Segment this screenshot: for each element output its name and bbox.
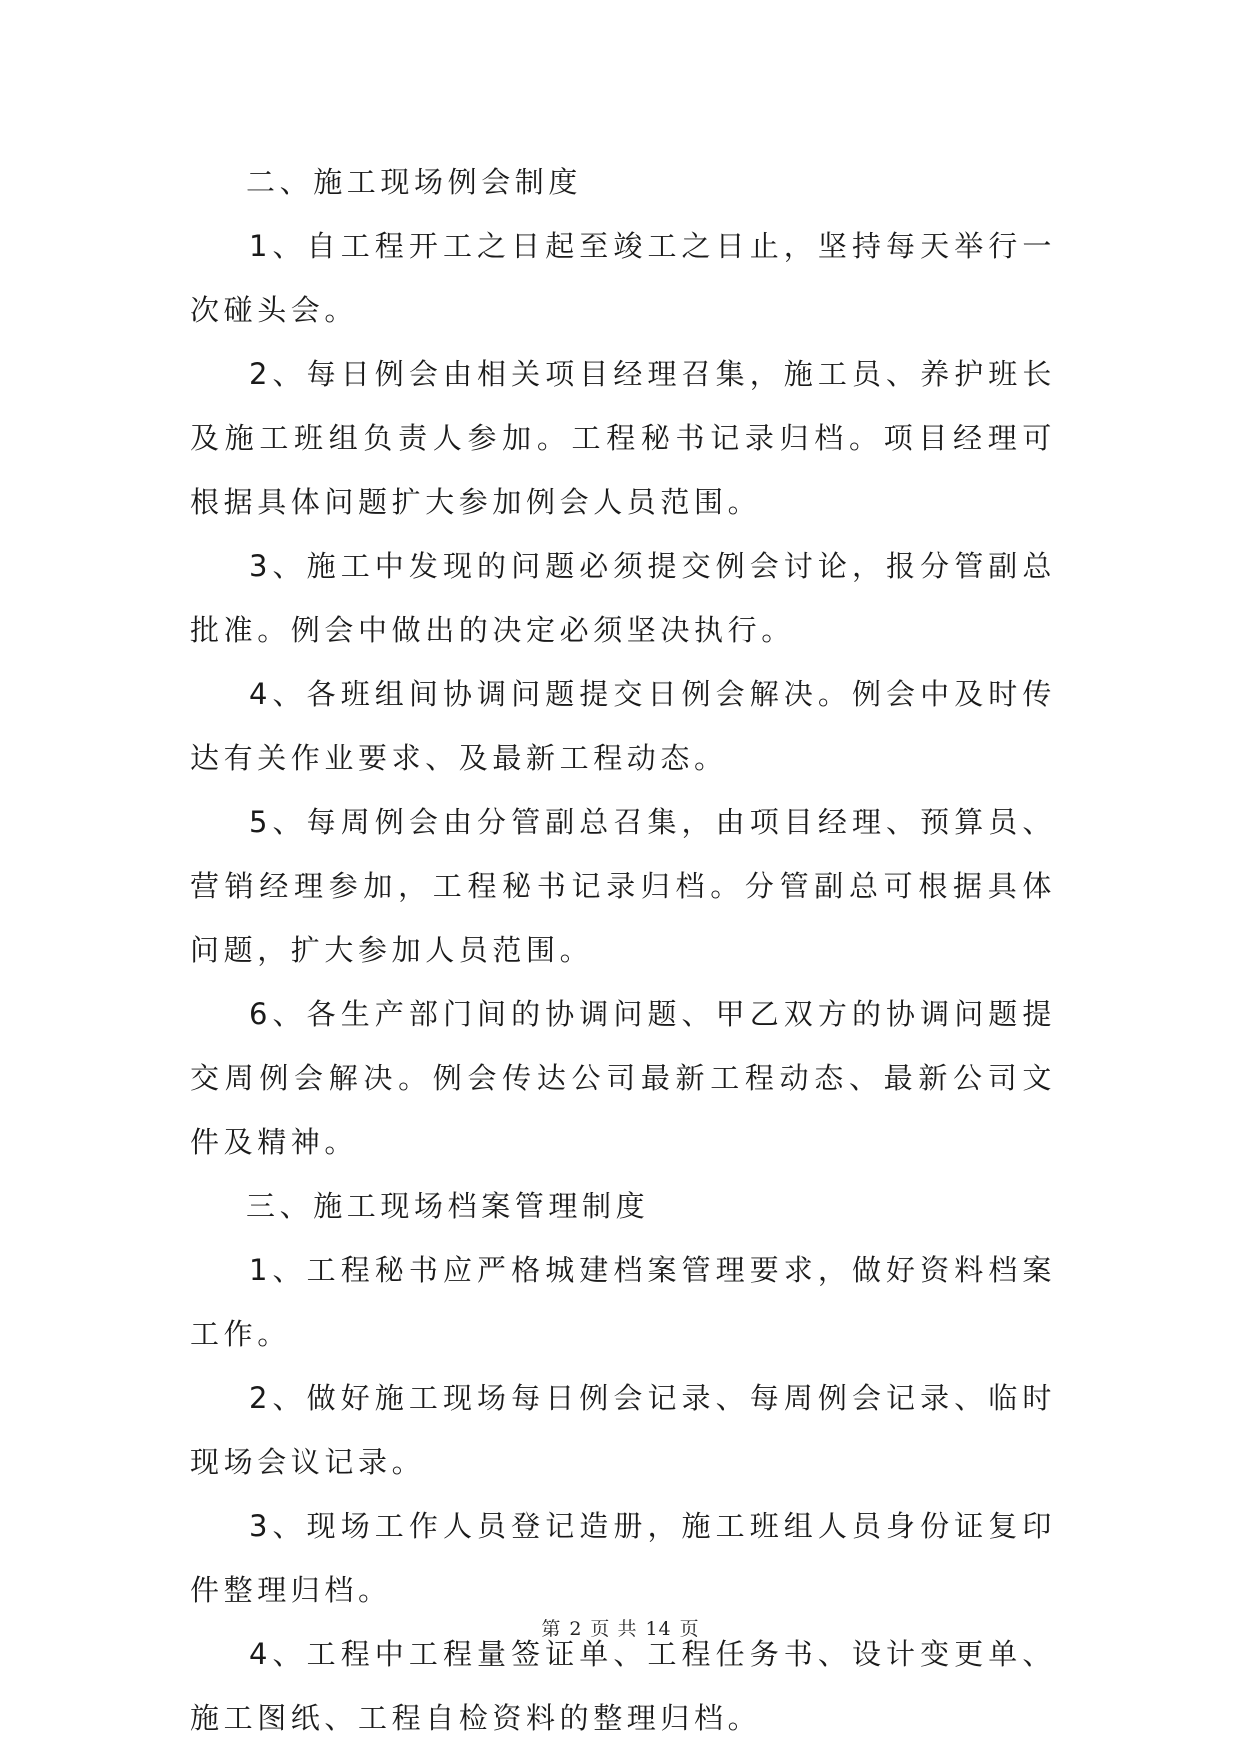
section-heading: 三、施工现场档案管理制度 xyxy=(246,1189,650,1223)
list-item: 1、自工程开工之日起至竣工之日止，坚持每天举行一次碰头会。 xyxy=(190,229,1056,327)
footer-middle: 页 共 xyxy=(590,1618,638,1640)
footer-total-pages: 14 xyxy=(645,1618,672,1640)
list-item: 2、每日例会由相关项目经理召集，施工员、养护班长及施工班组负责人参加。工程秘书记录归档。项目经理可根据具体问题扩大参加例会人员范围。 xyxy=(190,357,1056,519)
list-item: 2、做好施工现场每日例会记录、每周例会记录、临时现场会议记录。 xyxy=(190,1381,1056,1479)
footer-prefix: 第 xyxy=(541,1618,562,1640)
list-item: 4、各班组间协调问题提交日例会解决。例会中及时传达有关作业要求、及最新工程动态。 xyxy=(190,677,1056,775)
list-item: 4、工程中工程量签证单、工程任务书、设计变更单、施工图纸、工程自检资料的整理归档。 xyxy=(190,1637,1056,1735)
footer-suffix: 页 xyxy=(679,1618,700,1640)
page-footer xyxy=(0,1614,1241,1641)
document-body xyxy=(190,150,1056,1750)
list-item: 3、施工中发现的问题必须提交例会讨论，报分管副总批准。例会中做出的决定必须坚决执行。 xyxy=(190,549,1056,647)
list-item: 6、各生产部门间的协调问题、甲乙双方的协调问题提交周例会解决。例会传达公司最新工程动态、最新公司文件及精神。 xyxy=(190,997,1056,1159)
section-heading: 二、施工现场例会制度 xyxy=(246,165,583,199)
list-item: 1、工程秘书应严格城建档案管理要求，做好资料档案工作。 xyxy=(190,1253,1056,1351)
footer-current-page: 2 xyxy=(569,1618,583,1640)
list-item: 3、现场工作人员登记造册，施工班组人员身份证复印件整理归档。 xyxy=(190,1509,1056,1607)
list-item: 5、每周例会由分管副总召集，由项目经理、预算员、营销经理参加，工程秘书记录归档。分管副总可根据具体问题，扩大参加人员范围。 xyxy=(190,805,1056,967)
